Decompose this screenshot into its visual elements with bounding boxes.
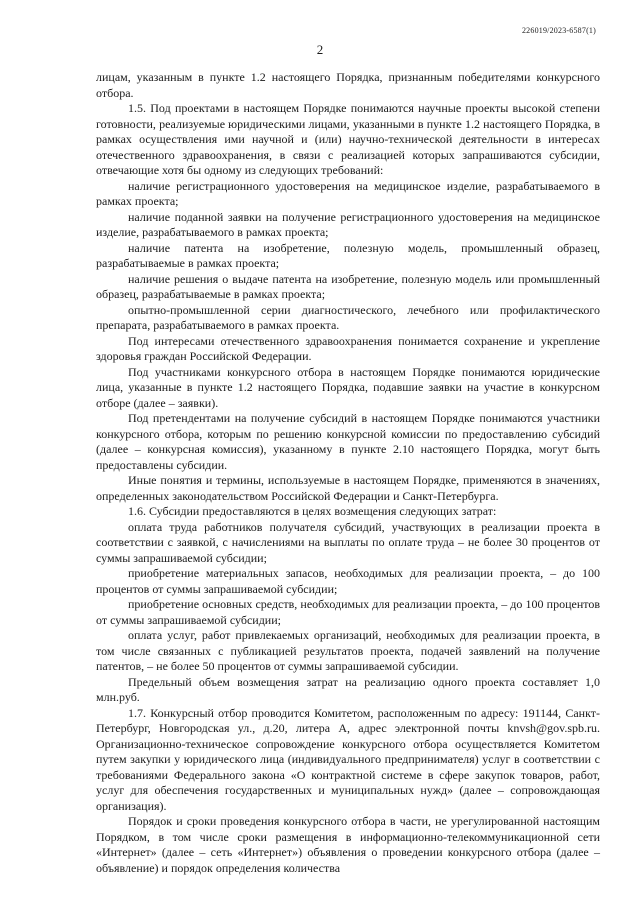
- paragraph: Предельный объем возмещения затрат на реализацию одного проекта составляет 1,0 млн.руб.: [96, 674, 600, 704]
- document-body: [96, 70, 600, 876]
- paragraph: 1.6. Субсидии предоставляются в целях возмещения следующих затрат:: [128, 504, 497, 518]
- paragraph: приобретение материальных запасов, необходимых для реализации проекта, – до 100 процентов от суммы запрашиваемой субсидии;: [96, 566, 600, 596]
- paragraph: 1.7. Конкурсный отбор проводится Комитетом, расположенным по адресу: 191144, Санкт-Петербург, Новгородская ул., д.20, литера А, адрес электронной почты knvsh@gov.spb.ru. Организационно-техническое сопровождение конкурсного отбора осуществляется Комитетом путем закупки у юридического лица (индивидуального предпринимателя) услуг в соответствии с требованиями Федерального закона «О контрактной системе в сфере закупок товаров, работ, услуг для обеспечения государственных и муниципальных нужд» (далее – сопровождающая организация).: [96, 705, 600, 813]
- paragraph: Под участниками конкурсного отбора в настоящем Порядке понимаются юридические лица, указанные в пункте 1.2 настоящего Порядка, подавшие заявки на участие в конкурсном отборе (далее – заявки).: [96, 364, 600, 410]
- paragraph: Порядок и сроки проведения конкурсного отбора в части, не урегулированной настоящим Порядком, в том числе сроки размещения в информационно-телекоммуникационной сети «Интернет» (далее – сеть «Интернет») объявления о проведении конкурсного отбора (далее – объявление) и порядок определения количества: [96, 814, 600, 875]
- paragraph: приобретение основных средств, необходимых для реализации проекта, – до 100 процентов от суммы запрашиваемой субсидии;: [96, 597, 600, 627]
- paragraph: наличие решения о выдаче патента на изобретение, полезную модель или промышленный образец, разрабатываемые в рамках проекта;: [96, 271, 600, 301]
- page-number: 2: [316, 42, 324, 57]
- paragraph: Под интересами отечественного здравоохранения понимается сохранение и укрепление здоровья граждан Российской Федерации.: [96, 333, 600, 363]
- paragraph: лицам, указанным в пункте 1.2 настоящего Порядка, признанным победителями конкурсного отбора.: [96, 70, 600, 100]
- paragraph: оплата труда работников получателя субсидий, участвующих в реализации проекта в соответствии с заявкой, с начислениями на выплаты по оплате труда – не более 30 процентов от суммы запрашиваемой субсидии;: [96, 519, 600, 565]
- paragraph: оплата услуг, работ привлекаемых организаций, необходимых для реализации проекта, в том числе связанных с публикацией результатов проекта, подачей заявлений на получение патентов, – не более 50 процентов от суммы запрашиваемой субсидии.: [96, 628, 600, 673]
- paragraph: наличие поданной заявки на получение регистрационного удостоверения на медицинское изделие, разрабатываемого в рамках проекта;: [96, 209, 600, 239]
- paragraph: Под претендентами на получение субсидий в настоящем Порядке понимаются участники конкурсного отбора, которым по решению конкурсной комиссии по предоставлению субсидий (далее – конкурсная комиссия), указанному в пункте 2.10 настоящего Порядка, могут быть предоставлены субсидии.: [96, 411, 600, 472]
- paragraph: наличие патента на изобретение, полезную модель, промышленный образец, разрабатываемые в рамках проекта;: [96, 240, 600, 270]
- paragraph: опытно-промышленной серии диагностического, лечебного или профилактического препарата, разрабатываемого в рамках проекта.: [96, 302, 600, 332]
- paragraph: 1.5. Под проектами в настоящем Порядке понимаются научные проекты высокой степени готовности, реализуемые юридическими лицами, указанными в пункте 1.2 настоящего Порядка, в рамках осуществления ими научной и (или) научно-технической деятельности в интересах отечественного здравоохранения, в связи с реализацией которых запрашиваются субсидии, отвечающие хотя бы одному из следующих требований:: [96, 101, 600, 177]
- document-registration-number: 226019/2023-6587(1): [521, 26, 596, 35]
- paragraph: наличие регистрационного удостоверения на медицинское изделие, разрабатываемого в рамках проекта;: [96, 178, 600, 208]
- paragraph: Иные понятия и термины, используемые в настоящем Порядке, применяются в значениях, определенных законодательством Российской Федерации и Санкт-Петербурга.: [96, 473, 600, 503]
